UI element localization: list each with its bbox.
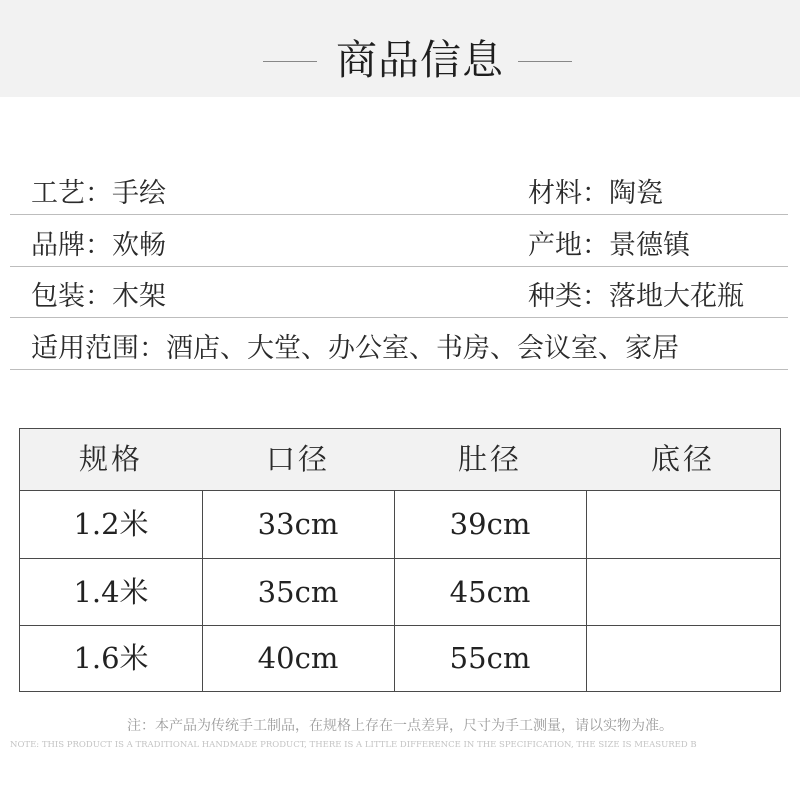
cell-spec: 1.2米: [73, 507, 149, 541]
info-origin: 产地：景德镇: [528, 230, 690, 261]
row-divider: [10, 369, 788, 370]
header-band: [0, 0, 800, 97]
cell-belly-diameter: 45cm: [449, 575, 531, 609]
table-column-divider: [586, 490, 587, 691]
cell-base-diameter: [586, 625, 780, 692]
info-row-brand-origin: [10, 215, 788, 267]
cell-base-diameter: [586, 491, 780, 558]
cell-spec: 1.4米: [73, 575, 149, 609]
cell-mouth-diameter: 33cm: [257, 507, 339, 541]
table-row: [20, 559, 780, 626]
cell-mouth-diameter: 35cm: [257, 575, 339, 609]
disclaimer-note-cn: 注：本产品为传统手工制品，在规格上存在一点差异，尺寸为手工测量，请以实物为准。: [127, 718, 673, 734]
cell-base-diameter: [586, 559, 780, 626]
info-row-usage: [10, 318, 788, 370]
info-type: 种类：落地大花瓶: [528, 281, 744, 312]
info-craft: 工艺：手绘: [31, 178, 166, 209]
table-row: [20, 491, 780, 558]
table-column-divider: [202, 490, 203, 691]
header-base-diameter: 底径: [650, 442, 715, 476]
info-brand: 品牌：欢畅: [31, 230, 166, 261]
cell-belly-diameter: 55cm: [449, 641, 531, 675]
cell-belly-diameter: 39cm: [449, 507, 531, 541]
spec-table: [19, 428, 781, 692]
info-row-craft-material: [10, 163, 788, 215]
title-divider-right: [518, 61, 572, 62]
info-usage: 适用范围：酒店、大堂、办公室、书房、会议室、家居: [31, 333, 679, 364]
table-column-divider: [394, 490, 395, 691]
table-row: [20, 625, 780, 692]
cell-spec: 1.6米: [73, 641, 149, 675]
disclaimer-note-en: NOTE: THIS PRODUCT IS A TRADITIONAL HANDMADE PRODUCT, THERE IS A LITTLE DIFFERENCE IN THE SPECIFICATION, THE SIZE IS MEASURED B: [10, 740, 697, 750]
spec-table-header: [20, 429, 780, 490]
cell-mouth-diameter: 40cm: [257, 641, 339, 675]
page-title: 商品信息: [336, 36, 504, 84]
info-material: 材料：陶瓷: [528, 178, 663, 209]
header-belly-diameter: 肚径: [457, 442, 522, 476]
info-row-packaging-type: [10, 266, 788, 318]
header-spec: 规格: [78, 442, 143, 476]
info-packaging: 包装：木架: [31, 281, 166, 312]
header-mouth-diameter: 口径: [265, 442, 330, 476]
